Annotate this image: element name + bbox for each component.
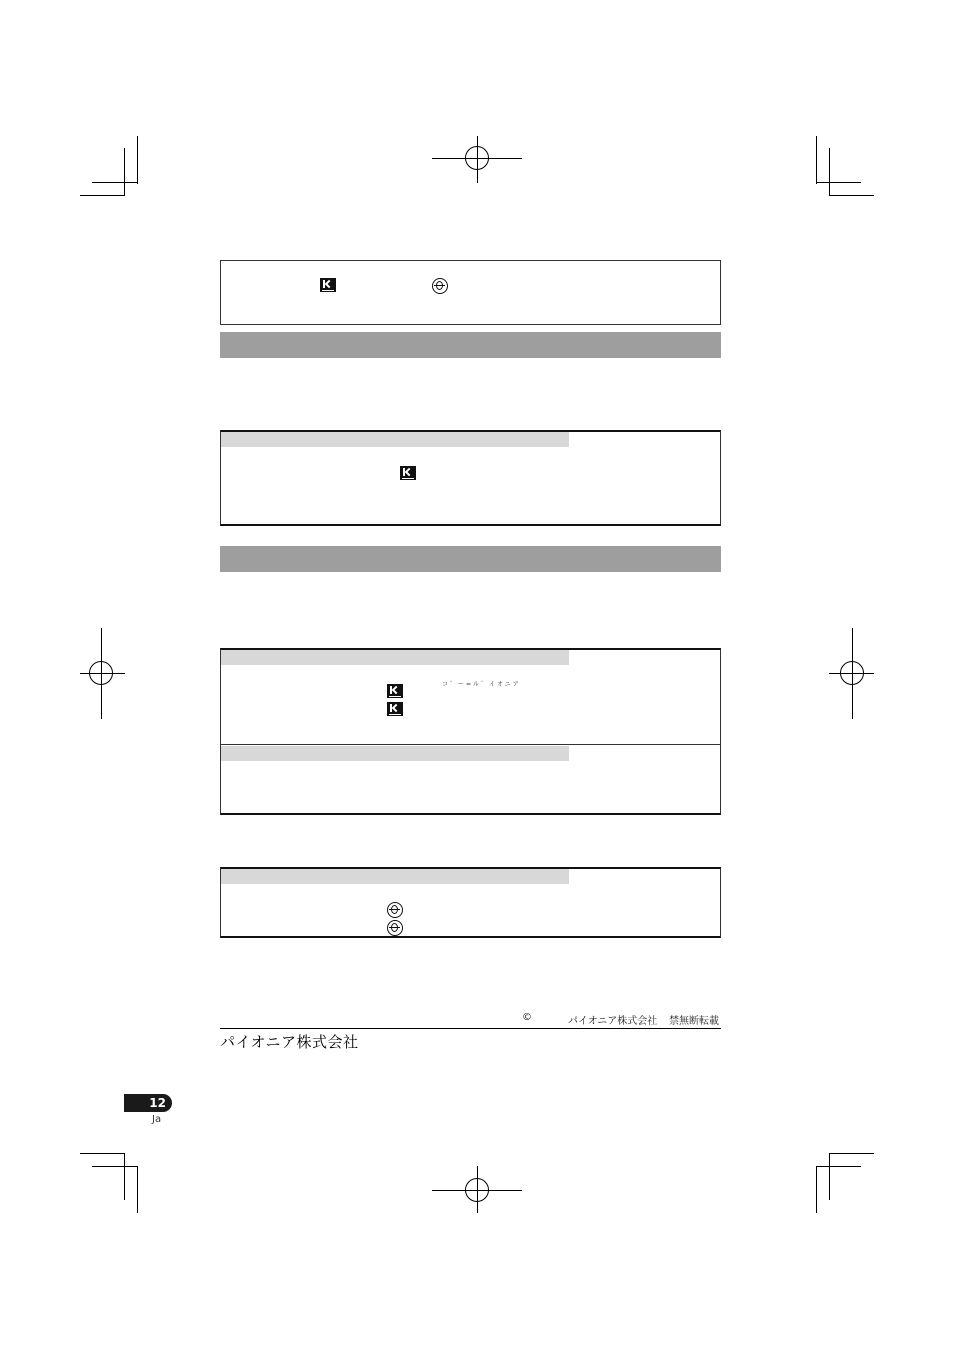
crop-mark — [137, 136, 138, 184]
crop-mark — [816, 1166, 861, 1167]
k-mark-icon — [387, 684, 403, 698]
copyright-company: パイオニア株式会社 — [568, 1016, 658, 1027]
crop-mark — [92, 1166, 137, 1167]
registration-mark — [840, 661, 864, 685]
globe-mark-icon — [387, 920, 403, 936]
footer-rule — [220, 1028, 721, 1029]
section-header-bar — [220, 546, 721, 572]
notice-box — [220, 260, 721, 325]
table-header — [221, 650, 569, 665]
crop-mark — [816, 182, 861, 183]
registration-mark — [465, 1178, 489, 1202]
brand-name: パイオニア株式会社 — [220, 1033, 359, 1051]
copyright-symbol: © — [522, 1012, 532, 1023]
crop-mark — [829, 1153, 874, 1154]
table-header — [221, 746, 569, 761]
page-number: 12 — [124, 1094, 172, 1112]
globe-mark-icon — [387, 902, 403, 918]
globe-mark-icon — [432, 278, 448, 294]
language-code: Ja — [152, 1114, 162, 1125]
small-note: コ゛ー=ル゛イオニア — [442, 681, 521, 688]
spec-table — [220, 867, 721, 938]
crop-mark — [816, 136, 817, 184]
copyright-notice: 禁無断転載 — [669, 1016, 719, 1027]
section-header-bar — [220, 332, 721, 358]
crop-mark — [124, 148, 125, 196]
spec-table — [220, 648, 721, 815]
crop-mark — [816, 1166, 817, 1213]
registration-mark — [465, 146, 489, 170]
crop-mark — [829, 148, 830, 196]
crop-mark — [80, 1153, 125, 1154]
crop-mark — [124, 1153, 125, 1200]
table-header — [221, 869, 569, 884]
spec-table — [220, 430, 721, 526]
crop-mark — [92, 182, 137, 183]
crop-mark — [137, 1166, 138, 1213]
table-divider — [221, 744, 720, 745]
crop-mark — [80, 195, 125, 196]
k-mark-icon — [400, 466, 416, 480]
registration-mark — [89, 661, 113, 685]
k-mark-icon — [387, 702, 403, 716]
table-header — [221, 432, 569, 447]
crop-mark — [829, 1153, 830, 1200]
k-mark-icon — [320, 278, 336, 292]
crop-mark — [829, 195, 874, 196]
